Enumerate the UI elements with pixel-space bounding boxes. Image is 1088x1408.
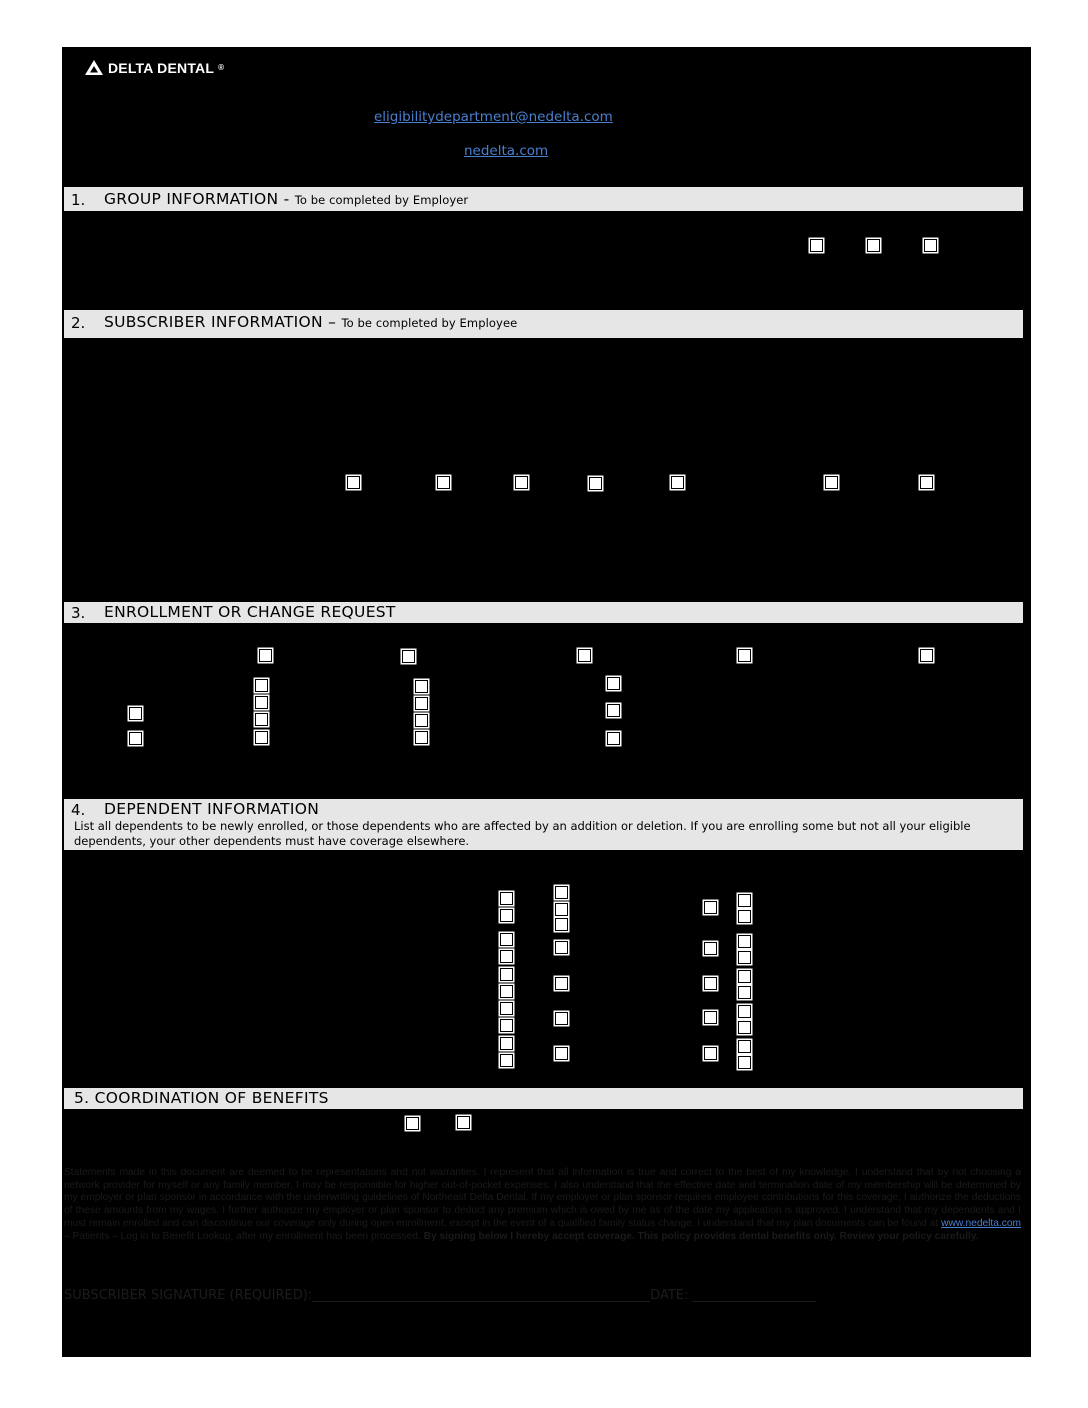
section-subtitle: To be completed by Employer [294, 193, 469, 207]
enrollment-checkbox-18[interactable] [607, 732, 620, 745]
section-title [104, 190, 468, 208]
signature-row [64, 1288, 1019, 1303]
section-dependent-information [64, 799, 1023, 850]
group-checkbox-1[interactable] [810, 239, 823, 252]
group-checkbox-3[interactable] [924, 239, 937, 252]
dependent-checkbox[interactable] [500, 1054, 513, 1067]
legal-text-bold: By signing below I hereby accept coverage. This policy provides dental benefits only. Review your policy carefully. [420, 1230, 979, 1242]
section-coordination-of-benefits [64, 1088, 1023, 1109]
nedelta-website-link[interactable]: nedelta.com [464, 143, 549, 159]
enrollment-checkbox-11[interactable] [255, 731, 268, 744]
dependent-checkbox[interactable] [500, 909, 513, 922]
enrollment-form-page [62, 47, 1031, 1357]
section-subscriber-information [64, 310, 1023, 338]
subscriber-checkbox-1[interactable] [347, 476, 360, 489]
subscriber-checkbox-2[interactable] [437, 476, 450, 489]
section-number: 3. [71, 604, 86, 622]
subscriber-checkbox-5[interactable] [671, 476, 684, 489]
registered-mark: ® [218, 63, 225, 72]
dependent-checkbox[interactable] [500, 985, 513, 998]
dependent-checkbox[interactable] [555, 941, 568, 954]
dependent-checkbox[interactable] [738, 894, 751, 907]
dependent-checkbox[interactable] [500, 933, 513, 946]
enrollment-checkbox-3[interactable] [578, 649, 591, 662]
section-title: DEPENDENT INFORMATION [104, 800, 320, 818]
dependent-checkbox[interactable] [555, 886, 568, 899]
cob-checkbox-no[interactable] [457, 1116, 470, 1129]
delta-dental-logo [84, 59, 224, 76]
legal-statement [64, 1167, 1021, 1243]
enrollment-checkbox-8[interactable] [255, 679, 268, 692]
section-title-text: SUBSCRIBER INFORMATION – [104, 313, 342, 331]
enrollment-checkbox-16[interactable] [607, 677, 620, 690]
enrollment-checkbox-10[interactable] [255, 713, 268, 726]
section-title: 5. COORDINATION OF BENEFITS [74, 1089, 329, 1107]
section-number: 1. [71, 191, 86, 209]
subscriber-checkbox-7[interactable] [920, 476, 933, 489]
dependent-checkbox[interactable] [500, 950, 513, 963]
section-title: ENROLLMENT OR CHANGE REQUEST [104, 603, 396, 621]
section-subtitle: To be completed by Employee [341, 316, 518, 330]
dependent-checkbox[interactable] [738, 986, 751, 999]
dependent-checkbox[interactable] [500, 1002, 513, 1015]
dependent-checkbox[interactable] [704, 901, 717, 914]
delta-triangle-icon [84, 59, 104, 76]
dependent-checkbox[interactable] [555, 903, 568, 916]
dependent-checkbox[interactable] [738, 1056, 751, 1069]
dependent-checkbox[interactable] [500, 1019, 513, 1032]
dependent-checkbox[interactable] [555, 1047, 568, 1060]
section-group-information [64, 187, 1023, 211]
group-checkbox-2[interactable] [867, 239, 880, 252]
dependent-checkbox[interactable] [704, 1011, 717, 1024]
dependent-checkbox[interactable] [738, 1040, 751, 1053]
enrollment-checkbox-17[interactable] [607, 704, 620, 717]
section-number: 2. [71, 314, 86, 332]
section-title-text: GROUP INFORMATION - [104, 190, 295, 208]
dependent-checkbox[interactable] [555, 1012, 568, 1025]
subscriber-checkbox-4[interactable] [589, 477, 602, 490]
date-line[interactable]: ___________________ [692, 1288, 817, 1303]
enrollment-checkbox-9[interactable] [255, 696, 268, 709]
enrollment-checkbox-14[interactable] [415, 714, 428, 727]
nedelta-www-link[interactable]: www.nedelta.com [941, 1217, 1021, 1229]
enrollment-checkbox-4[interactable] [738, 649, 751, 662]
subscriber-checkbox-3[interactable] [515, 476, 528, 489]
dependent-checkbox[interactable] [738, 935, 751, 948]
signature-line[interactable]: ____________________________________________________ [312, 1288, 651, 1303]
section-enrollment-change-request [64, 602, 1023, 623]
enrollment-checkbox-6[interactable] [129, 707, 142, 720]
dependent-checkbox[interactable] [738, 970, 751, 983]
dependent-checkbox[interactable] [738, 951, 751, 964]
dependent-checkbox[interactable] [704, 942, 717, 955]
dependent-checkbox[interactable] [500, 968, 513, 981]
eligibility-email-link[interactable]: eligibilitydepartment@nedelta.com [374, 109, 613, 125]
signature-label: SUBSCRIBER SIGNATURE (REQUIRED): [64, 1288, 313, 1303]
enrollment-checkbox-15[interactable] [415, 731, 428, 744]
dependent-checkbox[interactable] [555, 977, 568, 990]
section-title [104, 313, 517, 331]
enrollment-checkbox-1[interactable] [259, 649, 272, 662]
dependent-checkbox[interactable] [704, 977, 717, 990]
enrollment-checkbox-7[interactable] [129, 732, 142, 745]
legal-text-part2: – Patients – Log in to Benefit Lookup, after my enrollment has been processed. [64, 1230, 421, 1242]
brand-name: DELTA DENTAL [108, 59, 215, 76]
legal-text-part1: Statements made in this document are deemed to be representations and not warranties. I represent that all information is true and correct to the best of my knowledge. I understand that by not choosing a network provider for myself or any family member, I may be responsible for higher out-of-pocket expenses. I also understand that the effective date and termination date of my membership will be determined by my employer or plan sponsor in accordance with the underwriting guidelines of Northeast Delta Dental. If my employer or plan sponsor requires employee contributions for this coverage, I authorize the deductions of these amounts from my wages. I further authorize my employer or plan sponsor to deduct any premium which is owed by me as of the date my application is approved. I understand that my dependents and I must remain enrolled and can discontinue our coverage only during open enrollment, except in the event of a qualified family status change. I understand that my plan documents can be found at [64, 1167, 1021, 1229]
section-number: 4. [71, 801, 86, 819]
subscriber-checkbox-6[interactable] [825, 476, 838, 489]
enrollment-checkbox-12[interactable] [415, 680, 428, 693]
dependent-checkbox[interactable] [555, 918, 568, 931]
date-label: DATE: [650, 1288, 693, 1303]
dependent-checkbox[interactable] [738, 1021, 751, 1034]
enrollment-checkbox-5[interactable] [920, 649, 933, 662]
cob-checkbox-yes[interactable] [406, 1117, 419, 1130]
enrollment-checkbox-2[interactable] [402, 650, 415, 663]
dependent-checkbox[interactable] [500, 892, 513, 905]
dependent-checkbox[interactable] [738, 910, 751, 923]
dependent-checkbox[interactable] [738, 1005, 751, 1018]
dependent-checkbox[interactable] [704, 1047, 717, 1060]
enrollment-checkbox-13[interactable] [415, 697, 428, 710]
dependent-checkbox[interactable] [500, 1037, 513, 1050]
section-description: List all dependents to be newly enrolled, or those dependents who are affected by an addition or deletion. If you are enrolling some but not all your eligible dependents, your other dependents must have coverage elsewhere. [74, 819, 971, 848]
